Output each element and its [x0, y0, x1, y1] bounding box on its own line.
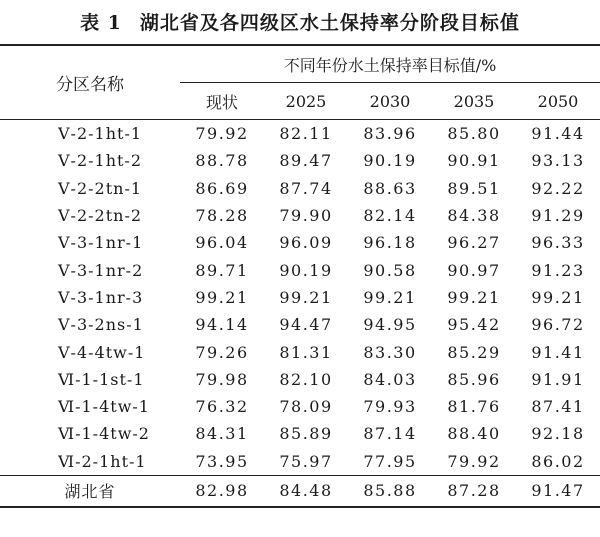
value-cell: 91.23: [531, 260, 585, 280]
table-row: [0, 229, 600, 256]
value-cell: 94.95: [363, 315, 417, 335]
value-cell: 87.28: [432, 475, 516, 507]
table-row: [0, 120, 600, 148]
year-header: 2025: [264, 83, 348, 120]
value-cell: 76.32: [195, 397, 249, 417]
value-cell: 99.21: [195, 287, 249, 307]
zone-name: Ⅴ-2-1ht-1: [58, 124, 143, 144]
zone-name: Ⅴ-3-1nr-3: [58, 287, 144, 307]
zone-name: Ⅴ-3-2ns-1: [58, 315, 144, 335]
table-row: [0, 420, 600, 447]
value-cell: 79.90: [279, 206, 333, 226]
zone-name: Ⅴ-4-4tw-1: [58, 342, 146, 362]
table-header: [0, 45, 600, 120]
value-cell: 81.31: [279, 342, 333, 362]
zone-name: Ⅴ-3-1nr-1: [58, 233, 144, 253]
value-cell: 90.58: [363, 260, 417, 280]
total-label: 湖北省: [0, 475, 180, 507]
value-cell: 88.40: [447, 424, 501, 444]
value-cell: 89.51: [447, 178, 501, 198]
value-cell: 89.47: [279, 151, 333, 171]
table-row: [0, 284, 600, 311]
value-cell: 78.28: [195, 206, 249, 226]
value-cell: 90.19: [279, 260, 333, 280]
value-cell: 84.31: [195, 424, 249, 444]
data-table: [0, 44, 600, 508]
value-cell: 79.98: [195, 369, 249, 389]
value-cell: 91.44: [531, 124, 585, 144]
table-number: 表 1: [80, 12, 122, 34]
value-cell: 75.97: [279, 451, 333, 471]
zone-name: Ⅵ-1-4tw-1: [58, 397, 150, 417]
value-cell: 83.30: [363, 342, 417, 362]
value-cell: 99.21: [363, 287, 417, 307]
value-cell: 82.98: [180, 475, 264, 507]
value-cell: 85.89: [279, 424, 333, 444]
value-cell: 79.93: [363, 397, 417, 417]
value-cell: 84.48: [264, 475, 348, 507]
table-title: 湖北省及各四级区水土保持率分阶段目标值: [139, 12, 520, 34]
value-cell: 88.63: [363, 178, 417, 198]
value-cell: 99.21: [279, 287, 333, 307]
value-cell: 87.74: [279, 178, 333, 198]
table-body: [0, 120, 600, 507]
value-cell: 83.96: [363, 124, 417, 144]
value-cell: 79.92: [447, 451, 501, 471]
value-cell: 82.14: [363, 206, 417, 226]
value-cell: 89.71: [195, 260, 249, 280]
year-header: 2050: [516, 83, 600, 120]
value-cell: 94.14: [195, 315, 249, 335]
table-row: [0, 448, 600, 476]
value-cell: 86.69: [195, 178, 249, 198]
table-caption: [0, 8, 600, 35]
value-cell: 90.91: [447, 151, 501, 171]
year-header: 2030: [348, 83, 432, 120]
value-cell: 87.14: [363, 424, 417, 444]
value-cell: 94.47: [279, 315, 333, 335]
table-row: [0, 311, 600, 338]
value-cell: 85.29: [447, 342, 501, 362]
value-cell: 85.96: [447, 369, 501, 389]
value-cell: 96.72: [531, 315, 585, 335]
value-cell: 82.11: [279, 124, 333, 144]
table-row: [0, 393, 600, 420]
zone-name: Ⅴ-2-1ht-2: [58, 151, 143, 171]
year-header: 2035: [432, 83, 516, 120]
table-row: [0, 147, 600, 174]
value-cell: 77.95: [363, 451, 417, 471]
table-row: [0, 175, 600, 202]
value-cell: 79.26: [195, 342, 249, 362]
table-row: [0, 366, 600, 393]
year-header: 现状: [180, 83, 264, 120]
zone-name: Ⅴ-3-1nr-2: [58, 260, 144, 280]
total-row: [0, 475, 600, 507]
value-cell: 96.18: [363, 233, 417, 253]
table-row: [0, 202, 600, 229]
zone-name: Ⅵ-2-1ht-1: [58, 451, 147, 471]
value-cell: 95.42: [447, 315, 501, 335]
value-cell: 73.95: [195, 451, 249, 471]
value-cell: 91.41: [531, 342, 585, 362]
zone-name: Ⅵ-1-4tw-2: [58, 424, 150, 444]
value-cell: 92.22: [531, 178, 585, 198]
table-row: [0, 256, 600, 283]
value-cell: 84.38: [447, 206, 501, 226]
zone-name: Ⅵ-1-1st-1: [58, 369, 145, 389]
value-cell: 99.21: [531, 287, 585, 307]
value-cell: 78.09: [279, 397, 333, 417]
zone-column-header: 分区名称: [0, 45, 180, 120]
value-cell: 87.41: [531, 397, 585, 417]
value-cell: 85.88: [348, 475, 432, 507]
value-cell: 96.33: [531, 233, 585, 253]
zone-name: Ⅴ-2-2tn-2: [58, 206, 143, 226]
value-cell: 85.80: [447, 124, 501, 144]
value-cell: 82.10: [279, 369, 333, 389]
year-group-header: 不同年份水土保持率目标值/%: [180, 45, 600, 83]
value-cell: 96.27: [447, 233, 501, 253]
value-cell: 96.04: [195, 233, 249, 253]
value-cell: 90.19: [363, 151, 417, 171]
value-cell: 81.76: [447, 397, 501, 417]
value-cell: 86.02: [531, 451, 585, 471]
value-cell: 91.91: [531, 369, 585, 389]
zone-name: Ⅴ-2-2tn-1: [58, 178, 143, 198]
value-cell: 99.21: [447, 287, 501, 307]
value-cell: 93.13: [531, 151, 585, 171]
value-cell: 92.18: [531, 424, 585, 444]
table-row: [0, 338, 600, 365]
value-cell: 91.47: [516, 475, 600, 507]
value-cell: 88.78: [195, 151, 249, 171]
value-cell: 90.97: [447, 260, 501, 280]
value-cell: 84.03: [363, 369, 417, 389]
value-cell: 79.92: [195, 124, 249, 144]
value-cell: 91.29: [531, 206, 585, 226]
value-cell: 96.09: [279, 233, 333, 253]
